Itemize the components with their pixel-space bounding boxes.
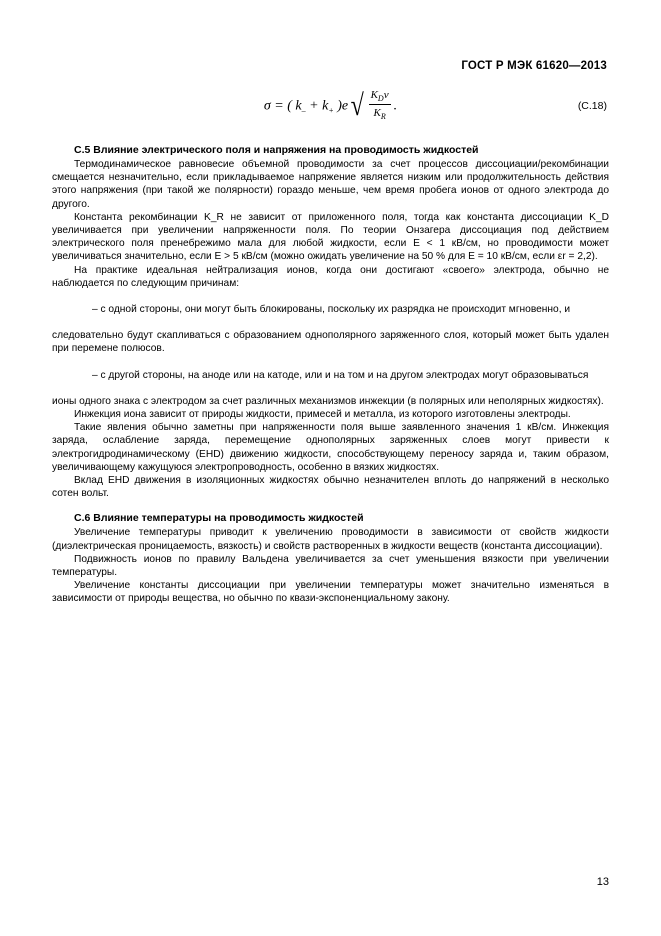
paragraph-c5-5: следовательно будут скапливаться с образованием однополярного заряженного слоя, который может быть удален при перемене полюсов.	[52, 330, 609, 355]
section-heading-c5: С.5 Влияние электрического поля и напряжения на проводимость жидкостей	[74, 144, 479, 156]
equation-kr: K	[373, 107, 381, 120]
equation-kd: K	[370, 89, 378, 101]
paragraph-c5-9: Такие явления обычно заметны при напряженности поля выше заявленного значения 1 кВ/см. Инжекция заряда, ослабление заряда, перемещение однополярных заряженных слоев могут привести к электрогидродинамическому (EHD) движению жидкости, способствующему переносу заряда и, таким образом, увеличивающему кажущуюся электропроводность, особенно в вязких жидкостях.	[52, 422, 609, 473]
equation-after: )e	[333, 98, 349, 114]
equation-fraction	[366, 89, 394, 121]
equation-kr-sub: R	[380, 112, 386, 122]
section-heading-c6: С.6 Влияние температуры на проводимость жидкостей	[74, 512, 364, 525]
paragraph-c5-2: Константа рекомбинации K_R не зависит от приложенного поля, тогда как константа диссоциации K_D увеличивается при увеличении напряженности поля. По теории Онзагера диссоциация под действием электрического поля пренебрежимо мала для любой жидкости, если E < 1 кВ/см, но проводимости может увеличиваться значительно, если E > 5 кВ/см (можно ожидать увеличение на 50 % для E = 10 кВ/см, если εr = 2,2).	[52, 211, 609, 263]
paragraph-c5-4: – с одной стороны, они могут быть блокированы, поскольку их разрядка не происходит мгновенно, и	[92, 304, 571, 316]
paragraph-c5-10: Вклад EHD движения в изоляционных жидкостях обычно незначителен вплоть до напряжений в несколько сотен вольт.	[52, 475, 609, 500]
equation-mid: + k	[305, 98, 329, 114]
equation-nu: ν	[383, 89, 389, 101]
page-header	[52, 0, 609, 72]
equation-sub-minus: –	[301, 106, 306, 116]
formula-block	[52, 90, 609, 132]
paragraph-c5-8: Инжекция иона зависит от природы жидкости, примесей и металла, из которого изготовлены электроды.	[74, 409, 571, 421]
paragraph-c5-1: Термодинамическое равновесие объемной проводимости за счет процессов диссоциации/рекомбинации смещается незначительно, если прикладываемое напряжение является низким или продолжительность действия этого напряжения (при такой же полярности) гораздо меньше, чем время пробега ионов от одного электрода до другого.	[52, 159, 609, 210]
paragraph-c6-3: Увеличение константы диссоциации при увеличении температуры может значительно изменяться в зависимости от природы вещества, но обычно по квази-экспоненциальному закону.	[52, 580, 609, 605]
paragraph-c5-7: ионы одного знака с электродом за счет различных механизмов инжекции (в полярных или неполярных жидкостях).	[52, 395, 604, 407]
paragraph-c5-3: На практике идеальная нейтрализация ионов, когда они достигают «своего» электрода, обычно не наблюдается по следующим причинам:	[52, 264, 609, 289]
square-root-icon: √ $\frac{K_D\nu}{K_R}$	[349, 90, 393, 122]
page-number: 13	[596, 876, 609, 888]
equation-c18	[52, 90, 609, 122]
equation-lhs: σ = ( k	[263, 98, 302, 114]
equation-sub-plus: +	[328, 106, 334, 116]
paragraph-c6-2: Подвижность ионов по правилу Вальдена увеличивается за счет уменьшения вязкости при увеличении температуры.	[52, 553, 609, 579]
equation-number: (С.18)	[577, 100, 607, 112]
paragraph-c5-6: – с другой стороны, на аноде или на катоде, или и на том и на другом электродах могут образовываться	[92, 369, 589, 381]
equation-kd-sub: D	[377, 94, 384, 104]
standard-title: ГОСТ Р МЭК 61620—2013	[461, 60, 607, 72]
equation-period: .	[393, 98, 398, 114]
paragraph-c6-1: Увеличение температуры приводит к увеличению проводимости в зависимости от свойств жидкости (диэлектрическая проницаемость, вязкость) и свойств растворенных в жидкости веществ (константа диссоциации).	[52, 527, 609, 552]
